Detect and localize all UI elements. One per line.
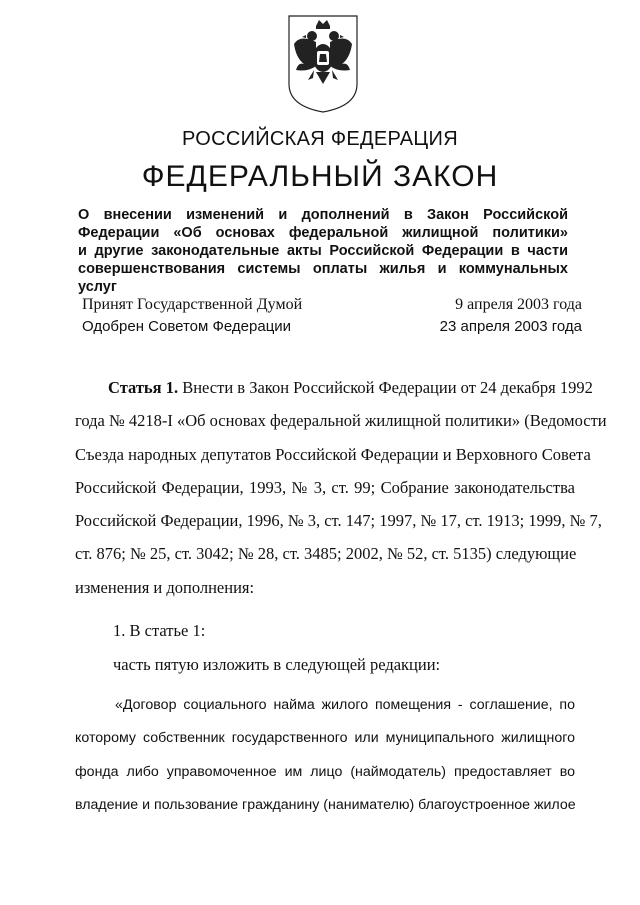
law-title-line: и другие законодательные акты Российской Федерации в части — [78, 243, 568, 259]
council-label: Одобрен Советом Федерации — [82, 318, 292, 335]
quote-line: фонда либо управомоченное им лицо (наймодатель) предоставляет во — [75, 763, 575, 780]
country-heading: РОССИЙСКАЯ ФЕДЕРАЦИЯ — [182, 128, 458, 150]
quote-line: «Договор социального найма жилого помещения - соглашение, по — [115, 697, 575, 713]
law-title-line: Федерации «Об основах федеральной жилищной политики» — [78, 225, 568, 241]
duma-date: 9 апреля 2003 года — [455, 296, 582, 313]
article-1-line: года № 4218-I «Об основах федеральной жилищной политики» (Ведомости — [75, 411, 607, 431]
law-title — [78, 206, 568, 296]
duma-adoption-row — [82, 296, 582, 320]
quote-line: владение и пользование гражданину (нанимателю) благоустроенное жилое — [75, 796, 576, 813]
quoted-definition — [75, 689, 575, 822]
council-approval-row — [82, 318, 582, 342]
article-1-line: Российской Федерации, 1996, № 3, ст. 147; 1997, № 17, ст. 1913; 1999, № 7, — [75, 511, 602, 531]
law-title-line: О внесении изменений и дополнений в Закон Российской — [78, 207, 568, 223]
quote-line: которому собственник государственного или муниципального жилищного — [75, 730, 575, 747]
article-1-line: Российской Федерации, 1993, № 3, ст. 99; Собрание законодательства — [75, 477, 575, 497]
law-title-line: совершенствования системы оплаты жилья и коммунальных услуг — [78, 261, 568, 295]
duma-label: Принят Государственной Думой — [82, 296, 303, 313]
coat-of-arms-emblem — [286, 14, 360, 114]
article-1-last-line: изменения и дополнения: — [75, 577, 255, 597]
law-type-heading: ФЕДЕРАЛЬНЫЙ ЗАКОН — [141, 160, 499, 193]
article-1-first-line — [75, 371, 593, 404]
item-1-heading: 1. В статье 1: — [113, 621, 206, 640]
item-1-subtext: часть пятую изложить в следующей редакции: — [113, 655, 441, 674]
article-1-line: ст. 876; № 25, ст. 3042; № 28, ст. 3485; 2002, № 52, ст. 5135) следующие — [75, 544, 577, 564]
article-1 — [75, 371, 607, 604]
council-date: 23 апреля 2003 года — [439, 318, 582, 335]
article-label: Статья 1. — [108, 378, 179, 397]
article-1-line: Съезда народных депутатов Российской Федерации и Верховного Совета — [75, 444, 591, 464]
article-1-text: Внести в Закон Российской Федерации от 24 декабря 1992 — [182, 378, 593, 397]
